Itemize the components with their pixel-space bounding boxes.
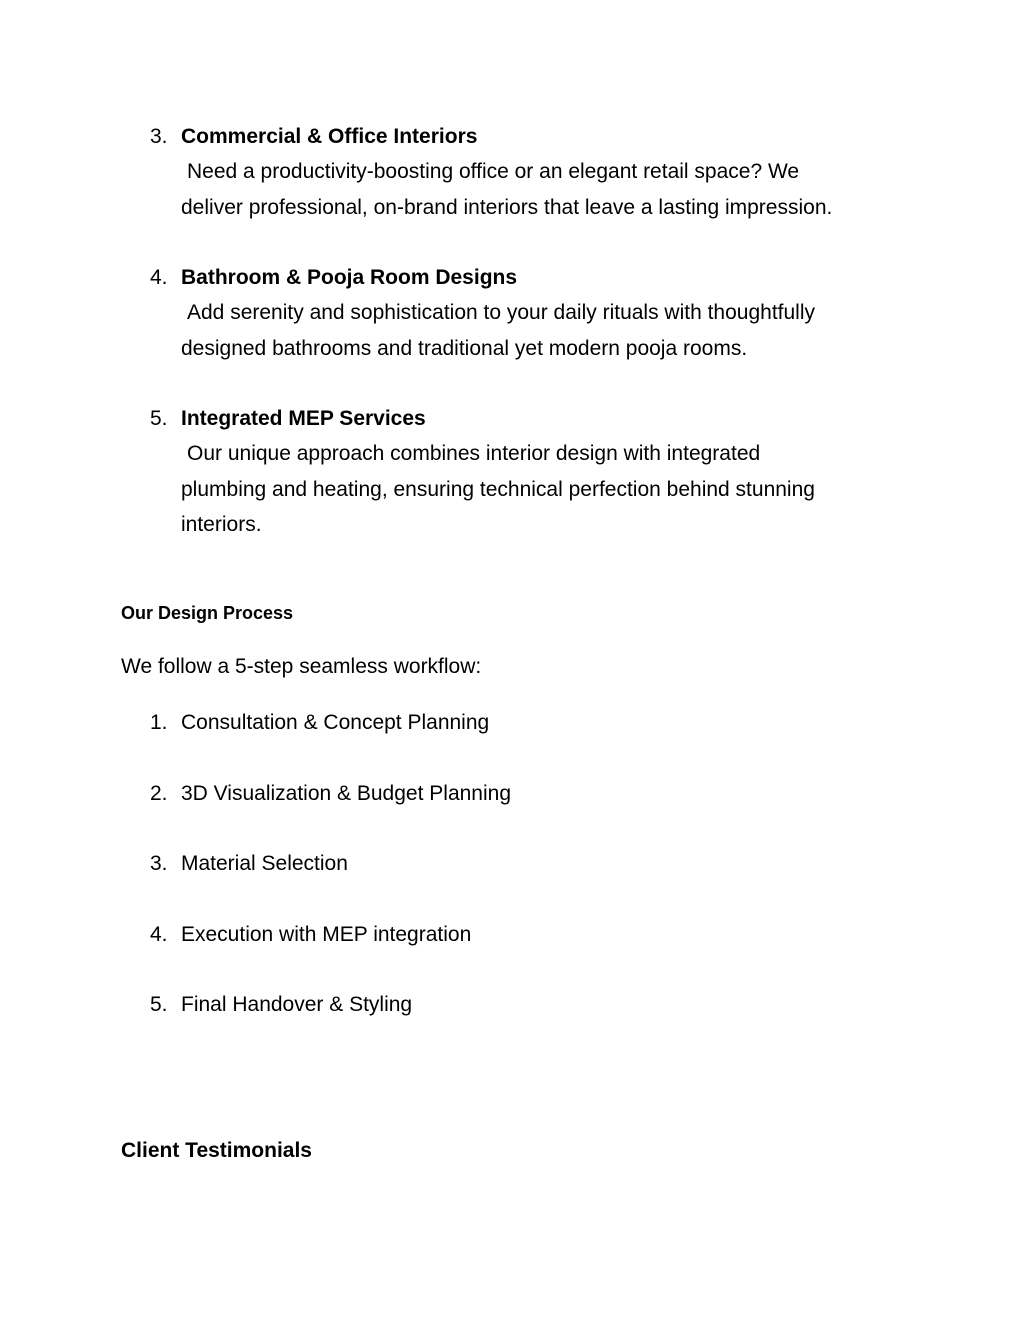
service-item-commercial: [150, 119, 910, 225]
step-label: 3D Visualization & Budget Planning: [181, 782, 512, 805]
service-title: Integrated MEP Services: [181, 407, 426, 430]
testimonials-heading: Client Testimonials: [121, 1139, 312, 1162]
service-number: 3.: [150, 125, 168, 148]
step-number: 4.: [150, 923, 168, 946]
step-label: Material Selection: [181, 852, 348, 875]
service-description-line: designed bathrooms and traditional yet modern pooja rooms.: [181, 336, 748, 360]
service-description-line: interiors.: [181, 512, 262, 536]
process-step: [150, 919, 471, 951]
process-intro: We follow a 5-step seamless workflow:: [121, 655, 482, 678]
service-description-line: Need a productivity-boosting office or an elegant retail space? We: [187, 160, 800, 184]
service-item-bathroom-pooja: [150, 260, 910, 366]
step-number: 2.: [150, 782, 168, 805]
step-label: Final Handover & Styling: [181, 993, 413, 1016]
step-label: Consultation & Concept Planning: [181, 711, 490, 734]
service-description-line: deliver professional, on-brand interiors that leave a lasting impression.: [181, 195, 833, 219]
step-number: 1.: [150, 711, 168, 734]
service-number: 5.: [150, 407, 168, 430]
step-label: Execution with MEP integration: [181, 923, 472, 946]
service-title: Commercial & Office Interiors: [181, 125, 478, 148]
service-title: Bathroom & Pooja Room Designs: [181, 266, 518, 289]
process-step: [150, 778, 511, 810]
service-description-line: Add serenity and sophistication to your daily rituals with thoughtfully: [187, 301, 816, 325]
process-step: [150, 707, 489, 739]
service-description-line: Our unique approach combines interior design with integrated: [187, 442, 761, 466]
process-step: [150, 848, 348, 880]
step-number: 3.: [150, 852, 168, 875]
step-number: 5.: [150, 993, 168, 1016]
process-step: [150, 989, 412, 1021]
service-item-mep: [150, 401, 910, 542]
service-description-line: plumbing and heating, ensuring technical perfection behind stunning: [181, 477, 815, 501]
service-number: 4.: [150, 266, 168, 289]
process-heading: Our Design Process: [121, 603, 294, 623]
